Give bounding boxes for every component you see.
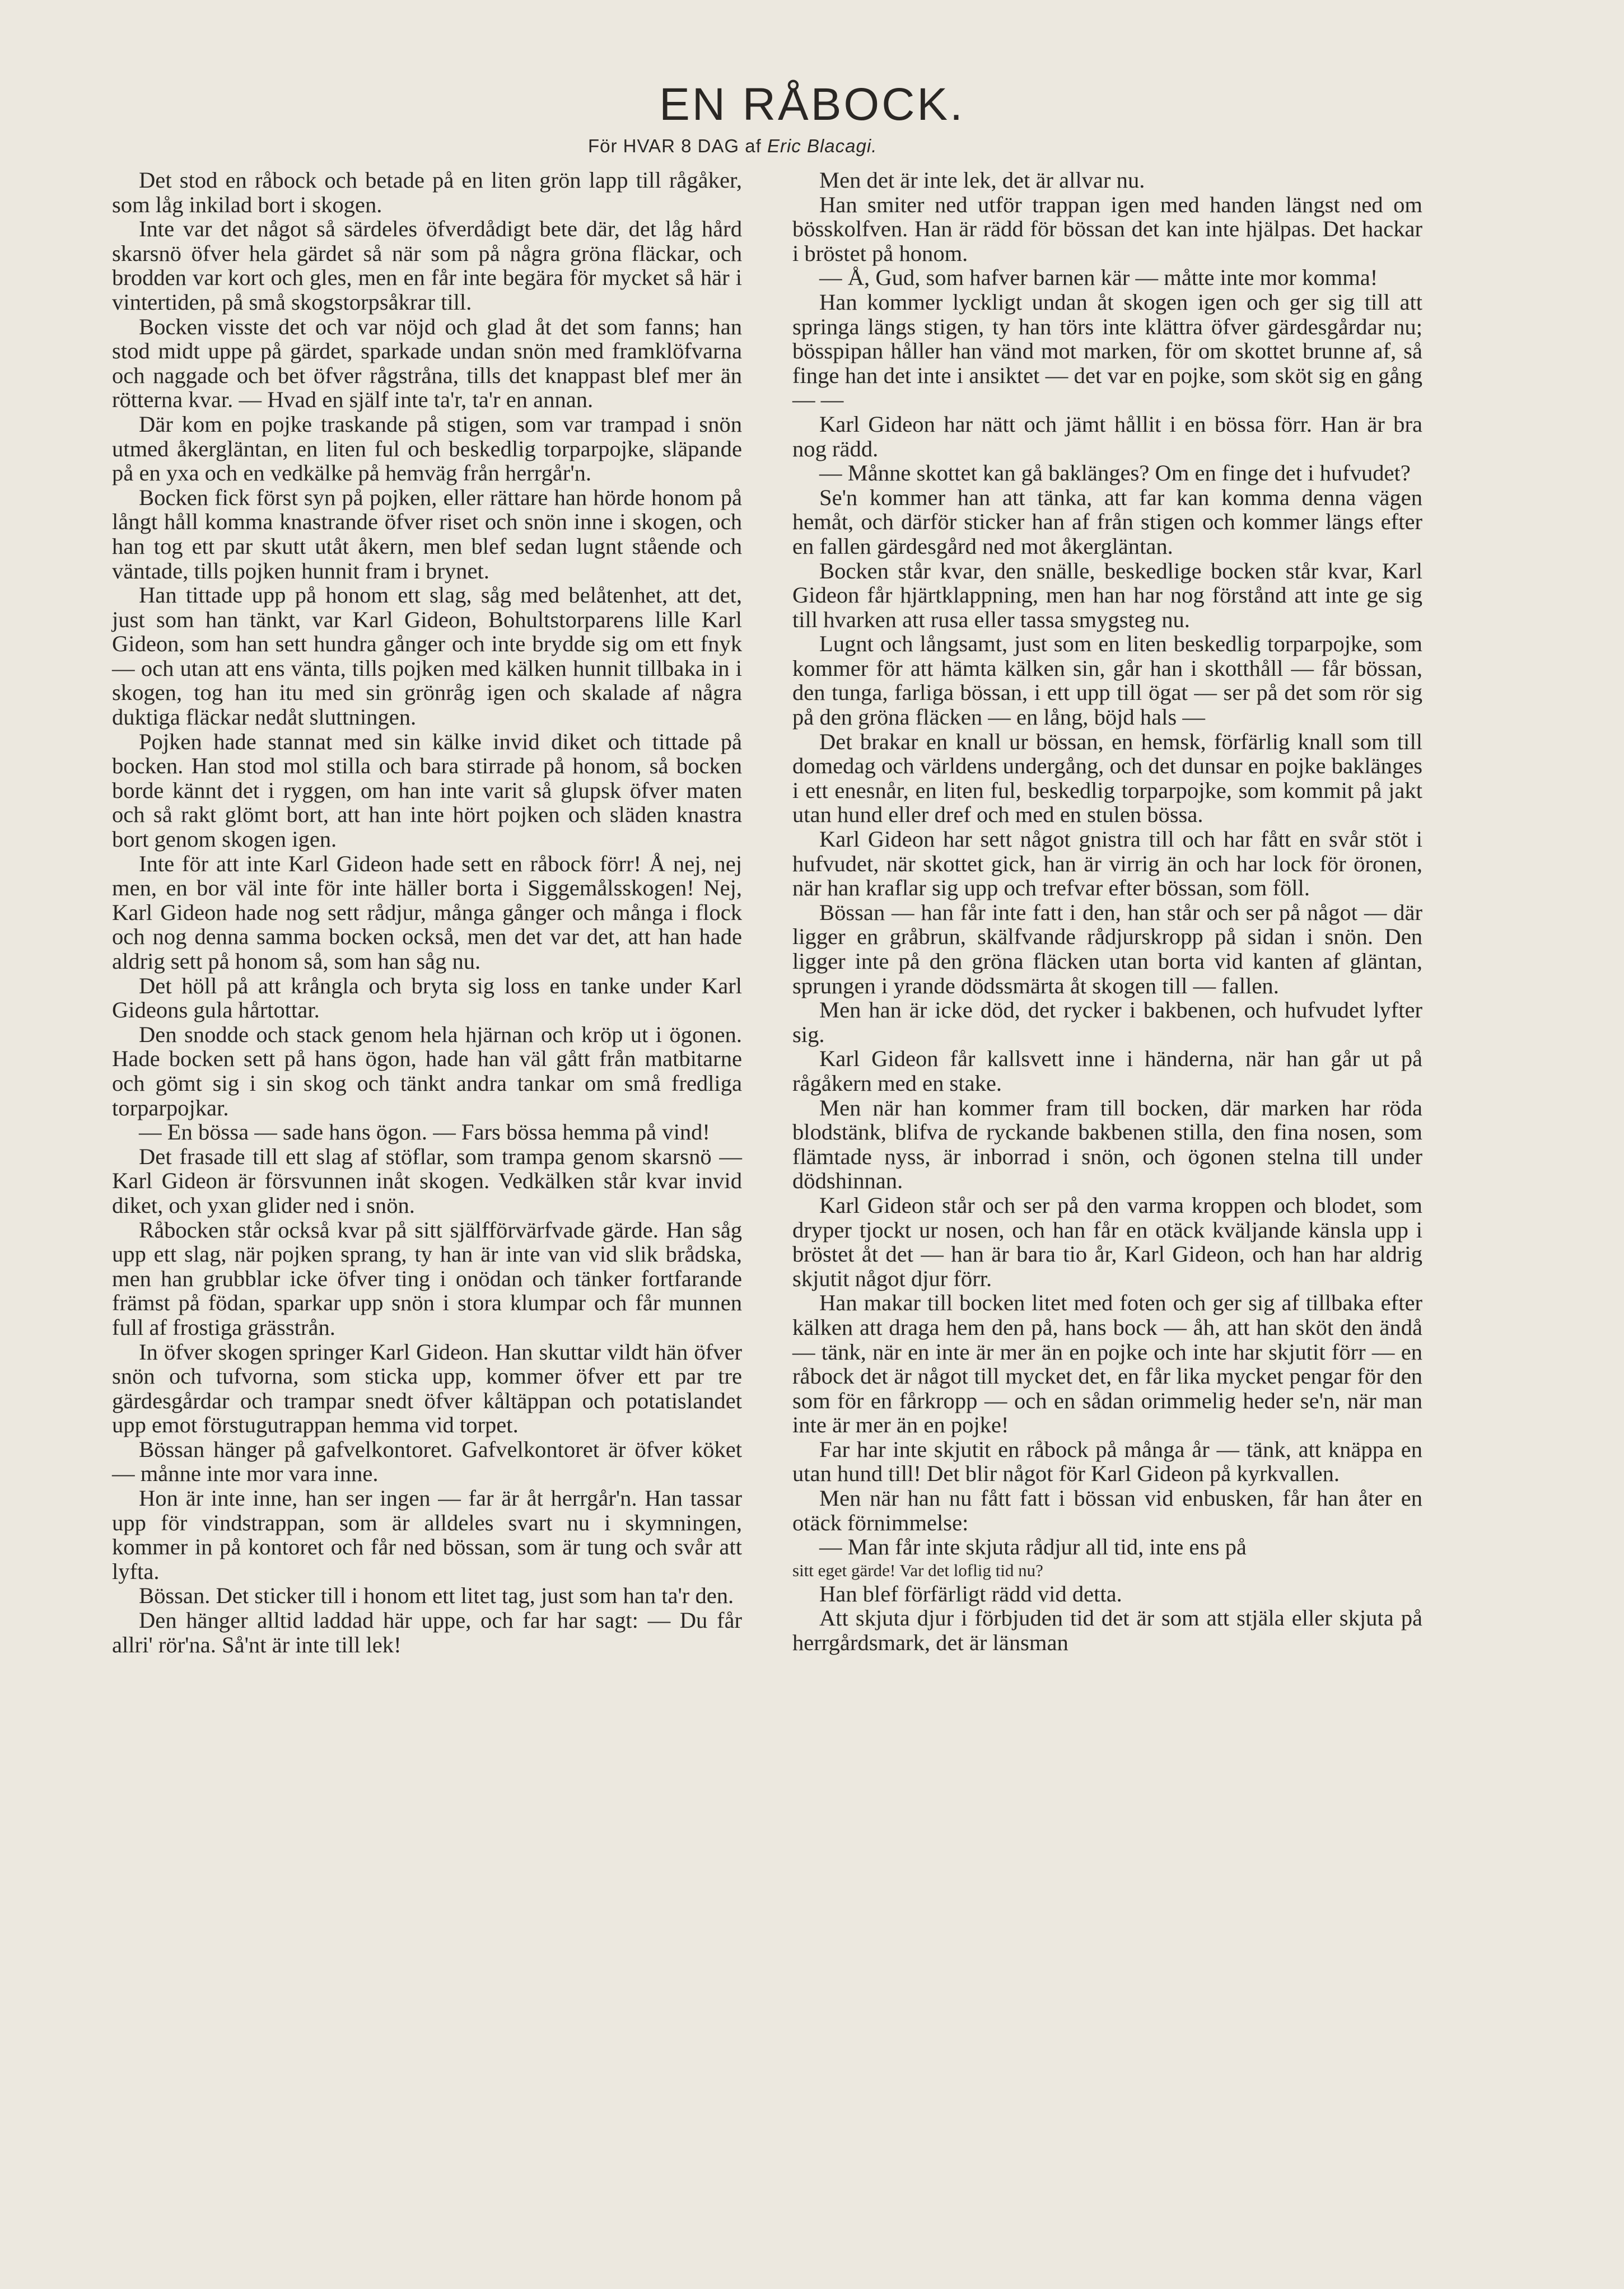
paragraph: Att skjuta djur i förbjuden tid det är som att stjäla eller skjuta på herrgårdsmark, det är länsman [792, 1605, 1422, 1656]
paragraph: Råbocken står också kvar på sitt själfförvärfvade gärde. Han såg upp ett slag, när pojken sprang, ty han är inte van vid slik brådska, men han grubblar icke öfver ting i onödan och tänker fortfarande främst på födan, sparkar upp snön i stora klumpar och får munnen full af frostiga grässtrån. [112, 1217, 742, 1340]
paragraph: Bocken fick först syn på pojken, eller rättare han hörde honom på långt håll komma knastrande öfver riset och snön inne i skogen, och han tog ett par skutt utåt åkern, men blef sedan lugnt stående och väntade, tills pojken hunnit fram i brynet. [112, 484, 742, 583]
paragraph: Karl Gideon står och ser på den varma kroppen och blodet, som dryper tjockt ur nosen, och han får en otäck kväljande känsla upp i bröstet åt det — han är bara tio år, Karl Gideon, och han har aldrig skjutit något djur förr. [792, 1192, 1422, 1291]
paragraph: — Å, Gud, som hafver barnen kär — måtte inte mor komma! [819, 265, 1378, 291]
byline-prefix: För HVAR 8 DAG af [588, 136, 762, 156]
paragraph: Bössan — han får inte fatt i den, han står och ser på något — där ligger en gråbrun, skälfvande rådjurskropp på sidan i snön. Den ligger inte på den gröna fläcken utan borta vid kanten af gläntan, sprungen i yrande dödssmärta åt skogen till — fallen. [792, 899, 1422, 998]
author-name: Eric Blacagi. [767, 136, 878, 156]
paragraph: — Månne skottet kan gå baklänges? Om en finge det i hufvudet? [819, 460, 1411, 486]
paragraph: Inte var det något så särdeles öfverdådigt bete där, det låg hård skarsnö öfver hela gärdet så när som på några gröna fläckar, och brodden var kort och gles, men en får inte begära för mycket så här i vintertiden, på små skogstorpsåkrar till. [112, 216, 742, 315]
paragraph: — Man får inte skjuta rådjur all tid, inte ens på [819, 1534, 1247, 1560]
article-title: EN RÅBOCK. [659, 79, 965, 130]
paragraph: Lugnt och långsamt, just som en liten beskedlig torparpojke, som kommer för att hämta kälken sin, går han i skotthåll — får bössan, den tunga, farliga bössan, i ett upp till ögat — ser på det som rör sig på den gröna fläcken — en lång, böjd hals — [792, 631, 1422, 730]
paragraph: In öfver skogen springer Karl Gideon. Han skuttar vildt hän öfver snön och tufvorna, som sticka upp, kommer öfver ett par tre gärdesgårdar och trampar snedt öfver kåltäppan och potatislandet upp emot förstugutrappan hemma vid torpet. [112, 1339, 742, 1438]
paragraph: Den snodde och stack genom hela hjärnan och kröp ut i ögonen. Hade bocken sett på hans ögon, hade han väl gått från matbitarne och gömt sig i sin skog och tänkt andra tankar om små fredliga torparpojkar. [112, 1021, 742, 1120]
paragraph: sitt eget gärde! Var det loflig tid nu? [792, 1560, 1043, 1580]
paragraph: Pojken hade stannat med sin kälke invid diket och tittade på bocken. Han stod mol stilla och bara stirrade på honom, så bocken borde kännt det i ryggen, om han inte varit så glupsk öfver maten och så rakt glömt bort, att han inte hört pojken och släden knastra bort genom skogen igen. [112, 728, 742, 852]
paragraph: Karl Gideon har sett något gnistra till och har fått en svår stöt i hufvudet, när skottet gick, han är virrig än och har lock för öronen, när han kraflar sig upp och trefvar efter bössan, som föll. [792, 826, 1422, 901]
paragraph: Hon är inte inne, han ser ingen — far är åt herrgår'n. Han tassar upp för vindstrappan, som är alldeles svart nu i skymningen, kommer in på kontoret och får ned bössan, som är tung och svår att lyfta. [112, 1485, 742, 1584]
paragraph: Far har inte skjutit en råbock på många år — tänk, att knäppa en utan hund till! Det blir något för Karl Gideon på kyrkvallen. [792, 1436, 1422, 1487]
paragraph: Han kommer lyckligt undan åt skogen igen och ger sig till att springa längs stigen, ty han törs inte klättra öfver gärdesgårdar nu; bösspipan håller han vänd mot marken, för om skottet brunne af, så finge han det inte i ansiktet — det var en pojke, som sköt sig en gång — — [792, 289, 1422, 413]
text-column-right [792, 168, 1422, 1655]
paragraph: Han makar till bocken litet med foten och ger sig af tillbaka efter kälken att draga hem den på, hans bock — åh, att han sköt den ändå — tänk, när en inte är mer än en pojke och inte har skjutit förr — en råbock det är något till mycket det, en får lika mycket pengar för den som för en fårkropp — och en sådan orimmelig heder se'n, när man inte är mer än en pojke! [792, 1290, 1422, 1438]
paragraph: Inte för att inte Karl Gideon hade sett en råbock förr! Å nej, nej men, en bor väl inte för inte häller borta i Siggemålsskogen! Nej, Karl Gideon hade nog sett rådjur, många gånger och många i flock och nog denna samma bocken också, men det var det, att han hade aldrig sett på honom så, som han såg nu. [112, 851, 742, 974]
paragraph: Se'n kommer han att tänka, att far kan komma denna vägen hemåt, och därför sticker han af från stigen och kommer längs efter en fallen gärdesgård ned mot åkergläntan. [792, 484, 1422, 559]
paragraph: Men det är inte lek, det är allvar nu. [819, 167, 1145, 193]
paragraph: Det frasade till ett slag af stöflar, som trampa genom skarsnö — Karl Gideon är försvunnen inåt skogen. Vedkälken står kvar invid diket, och yxan glider ned i snön. [112, 1143, 742, 1218]
paragraph: — En bössa — sade hans ögon. — Fars bössa hemma på vind! [139, 1119, 710, 1145]
paragraph: Men när han kommer fram till bocken, där marken har röda blodstänk, blifva de ryckande bakbenen stilla, den fina nosen, som flämtade nyss, är inborrad i snön, och ögonen stelna till under dödshinnan. [792, 1095, 1422, 1194]
paragraph: Det stod en råbock och betade på en liten grön lapp till rågåker, som låg inkilad bort i skogen. [112, 167, 742, 217]
paragraph: Han smiter ned utför trappan igen med handen längst ned om bösskolfven. Han är rädd för bössan det kan inte hjälpas. Det hackar i bröstet på honom. [792, 191, 1422, 266]
paragraph: Den hänger alltid laddad här uppe, och far har sagt: — Du får allri' rör'na. Så'nt är inte till lek! [112, 1608, 742, 1657]
paragraph: Där kom en pojke traskande på stigen, som var trampad i snön utmed åkergläntan, en liten ful och beskedlig torparpojke, släpande på en yxa och en vedkälke på hemväg från herrgår'n. [112, 411, 742, 486]
paragraph: Han tittade upp på honom ett slag, såg med belåtenhet, att det, just som han tänkt, var Karl Gideon, Bohultstorparens lille Karl Gideon, som han sett hundra gånger och inte brydde sig om ett fnyk — och utan att ens vänta, tills pojken med kälken hunnit tillbaka in i skogen, tog han itu med sin grönråg igen och skalade af några duktiga fläckar nedåt sluttningen. [112, 582, 742, 730]
byline [588, 136, 877, 157]
paragraph: Det höll på att krångla och bryta sig loss en tanke under Karl Gideons gula hårtottar. [112, 973, 742, 1023]
paragraph: Bocken står kvar, den snälle, beskedlige bocken står kvar, Karl Gideon får hjärtklappning, men han har nog förstånd att inte ge sig till hvarken att rusa eller tassa smygsteg nu. [792, 558, 1422, 632]
paragraph: Bössan hänger på gafvelkontoret. Gafvelkontoret är öfver köket — månne inte mor vara inne. [112, 1436, 742, 1487]
paragraph: Det brakar en knall ur bössan, en hemsk, förfärlig knall som till domedag och världens undergång, och det dunsar en pojke baklänges i ett enesnår, en liten ful, beskedlig torparpojke, som kommit på jakt utan hund eller dref och med en stulen bössa. [792, 728, 1422, 828]
paragraph: Karl Gideon får kallsvett inne i händerna, när han går ut på rågåkern med en stake. [792, 1046, 1422, 1096]
paragraph: Men när han nu fått fatt i bössan vid enbusken, får han åter en otäck förnimmelse: [792, 1485, 1422, 1535]
paragraph: Han blef förfärligt rädd vid detta. [819, 1581, 1122, 1606]
paragraph: Bocken visste det och var nöjd och glad åt det som fanns; han stod midt uppe på gärdet, sparkade undan snön med framklöfvarna och naggade och bet öfver rågstråna, tills det knappast blef mer än rötterna kvar. — Hvad en själf inte ta'r, ta'r en annan. [112, 314, 742, 413]
paragraph: Bössan. Det sticker till i honom ett litet tag, just som han ta'r den. [139, 1583, 734, 1609]
paragraph: Men han är icke död, det rycker i bakbenen, och hufvudet lyfter sig. [792, 997, 1422, 1047]
text-column-left [112, 168, 742, 1657]
paragraph: Karl Gideon har nätt och jämt hållit i en bössa förr. Han är bra nog rädd. [792, 411, 1422, 461]
